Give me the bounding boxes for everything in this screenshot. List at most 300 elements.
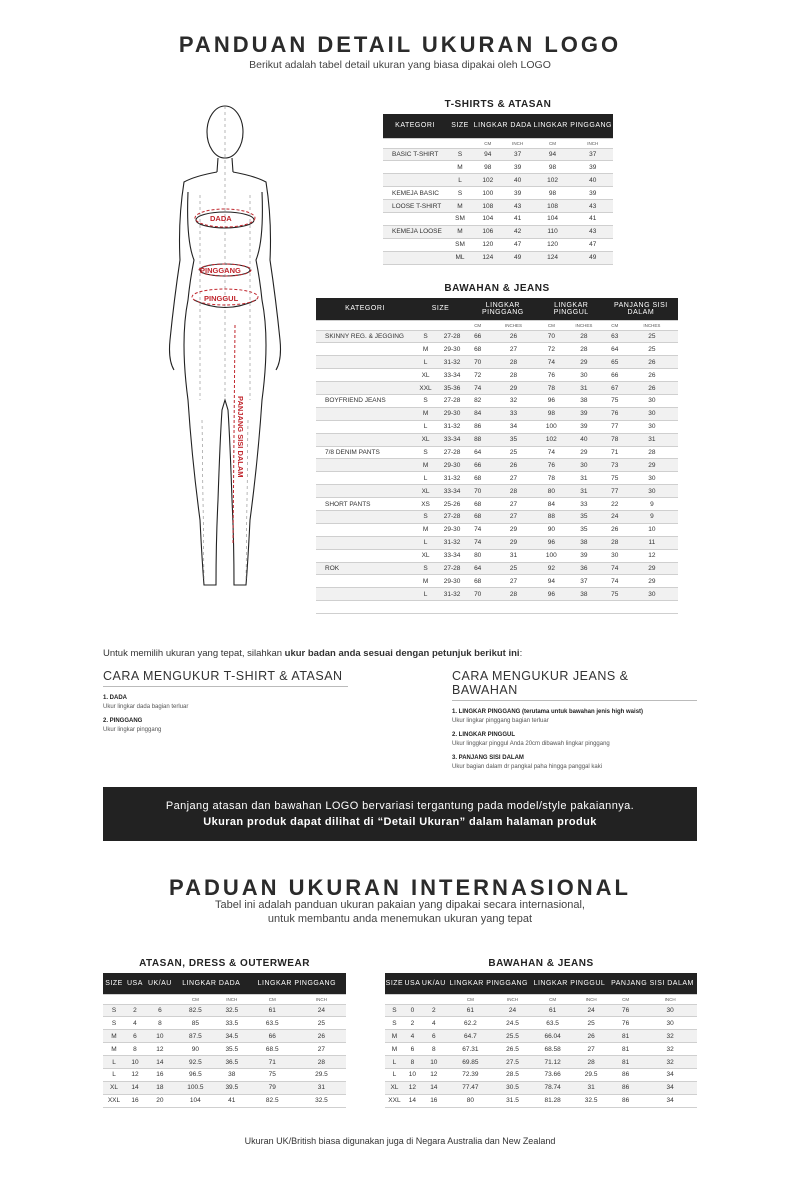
table-cell: 2: [404, 1017, 421, 1030]
table-cell: 6: [125, 1030, 145, 1043]
step-desc: Ukur lingkar pinggang: [103, 727, 162, 733]
table-cell: 39: [564, 407, 604, 420]
table-cell: 68: [467, 472, 488, 485]
table-cell: [414, 601, 437, 614]
table-cell: 29.5: [297, 1068, 346, 1081]
table-cell: 4: [404, 1030, 421, 1043]
table-cell: [316, 407, 414, 420]
table-cell: 39: [573, 161, 614, 174]
table-cell: 77: [604, 485, 626, 498]
step-title: 1. DADA: [103, 695, 128, 701]
table-cell: 80: [539, 485, 564, 498]
table-cell: 63.5: [248, 1017, 297, 1030]
table-cell: 30.5: [494, 1081, 531, 1094]
col-panjang-sisi-dalam: PANJANG SISI DALAM: [608, 973, 697, 994]
table-cell: 100: [473, 187, 503, 200]
table-cell: 24: [494, 1004, 531, 1017]
table-cell: 75: [248, 1068, 297, 1081]
units-row: [103, 994, 346, 1004]
table-cell: M: [103, 1043, 125, 1056]
unit-label: CM: [467, 320, 488, 330]
table-cell: 120: [533, 238, 573, 251]
table-cell: 100: [539, 549, 564, 562]
unit-label: INCH: [574, 994, 608, 1004]
table-cell: KEMEJA LOOSE: [383, 225, 447, 238]
table-cell: 64.7: [447, 1030, 494, 1043]
table-cell: 30: [643, 1004, 697, 1017]
table-cell: XL: [414, 549, 437, 562]
table-cell: XS: [414, 498, 437, 511]
table-cell: 10: [626, 523, 678, 536]
table-cell: S: [385, 1004, 404, 1017]
table-cell: 26: [626, 356, 678, 369]
table-cell: 10: [421, 1056, 447, 1069]
table-row: [316, 472, 678, 485]
table-cell: XL: [414, 369, 437, 382]
table-cell: 71.12: [531, 1056, 574, 1069]
table-cell: XXL: [414, 382, 437, 395]
page-title: PANDUAN DETAIL UKURAN LOGO: [178, 32, 622, 57]
label-pinggang: PINGGANG: [200, 266, 241, 275]
step-title: 2. PINGGANG: [103, 718, 143, 724]
label-dada: DADA: [210, 214, 232, 223]
table-cell: 36.5: [216, 1056, 248, 1069]
table-row: [316, 601, 678, 614]
table-cell: 35-36: [437, 382, 467, 395]
howto-bottoms-title: CARA MENGUKUR JEANS & BAWAHAN: [452, 669, 697, 701]
table-cell: 61: [248, 1004, 297, 1017]
howto-intro: [103, 648, 522, 659]
table-row: [103, 1068, 346, 1081]
table-cell: 74: [539, 356, 564, 369]
table-cell: 80: [467, 549, 488, 562]
table-cell: [316, 472, 414, 485]
table-cell: S: [414, 446, 437, 459]
table-cell: M: [103, 1030, 125, 1043]
table-row: [385, 1094, 697, 1107]
table-cell: 30: [626, 420, 678, 433]
table-row: [103, 1030, 346, 1043]
table-cell: 85: [175, 1017, 216, 1030]
footer-note: Ukuran UK/British biasa digunakan juga di Negara Australia dan New Zealand: [244, 1136, 556, 1146]
table-cell: 76: [604, 407, 626, 420]
table-cell: 29: [488, 536, 538, 549]
table-cell: 68: [467, 510, 488, 523]
table-row: [385, 1081, 697, 1094]
table-cell: M: [447, 200, 473, 213]
step-desc: Ukur linggkar pinggul Anda 20cm dibawah lingkar pinggang: [452, 741, 610, 747]
table-cell: 10: [145, 1030, 175, 1043]
table-cell: 37: [503, 148, 533, 161]
page-subtitle: Berikut adalah tabel detail ukuran yang biasa dipakai oleh LOGO: [249, 59, 551, 71]
table-cell: M: [414, 407, 437, 420]
table-cell: 8: [421, 1043, 447, 1056]
table-cell: L: [414, 472, 437, 485]
table-cell: 8: [145, 1017, 175, 1030]
unit-label: INCH: [643, 994, 697, 1004]
table-cell: 27: [488, 575, 538, 588]
table-cell: L: [385, 1056, 404, 1069]
table-cell: [316, 536, 414, 549]
table-cell: 33: [564, 498, 604, 511]
table-cell: 27.5: [494, 1056, 531, 1069]
table-cell: [316, 356, 414, 369]
table-cell: [316, 588, 414, 601]
table-cell: 33-34: [437, 549, 467, 562]
table-cell: 67: [604, 382, 626, 395]
table-row: [385, 1056, 697, 1069]
table-cell: 14: [404, 1094, 421, 1107]
unit-label: INCHES: [488, 320, 538, 330]
table-cell: 26.5: [494, 1043, 531, 1056]
unit-label: INCH: [573, 138, 614, 148]
col-lingkar-pinggang: LINGKAR PINGGANG: [467, 298, 539, 320]
table-cell: S: [414, 510, 437, 523]
table-row: [103, 1004, 346, 1017]
table-cell: 35.5: [216, 1043, 248, 1056]
table-cell: 7/8 DENIM PANTS: [316, 446, 414, 459]
table-row: [103, 1094, 346, 1107]
table-cell: 78: [604, 433, 626, 446]
table-cell: 12: [145, 1043, 175, 1056]
table-row: [383, 225, 613, 238]
table-cell: 25.5: [494, 1030, 531, 1043]
table-cell: 31-32: [437, 356, 467, 369]
table-cell: 76: [608, 1004, 643, 1017]
units-row: [316, 320, 678, 330]
table-cell: 38: [564, 588, 604, 601]
body-figure: [160, 100, 290, 600]
table-cell: XL: [103, 1081, 125, 1094]
table-cell: 102: [539, 433, 564, 446]
table-cell: 31: [574, 1081, 608, 1094]
units-spacer: [437, 320, 467, 330]
table-cell: 40: [573, 174, 614, 187]
table-cell: 26: [297, 1030, 346, 1043]
table-cell: 79: [248, 1081, 297, 1094]
unit-label: CM: [539, 320, 564, 330]
table-cell: 24: [574, 1004, 608, 1017]
units-spacer: [145, 994, 175, 1004]
table-cell: 10: [404, 1068, 421, 1081]
table-cell: 38: [564, 394, 604, 407]
table-cell: 29: [626, 575, 678, 588]
units-row: [383, 138, 613, 148]
table-cell: 49: [573, 251, 614, 264]
table-cell: 120: [473, 238, 503, 251]
table-cell: 24.5: [494, 1017, 531, 1030]
table-cell: [316, 510, 414, 523]
col-lingkar-dada: LINGKAR DADA: [473, 114, 533, 138]
table-cell: 27: [488, 472, 538, 485]
table-cell: 28: [564, 330, 604, 343]
banner-line-1: Panjang atasan dan bawahan LOGO bervariasi tergantung pada model/style pakaiannya.: [165, 800, 635, 812]
table-cell: 81.28: [531, 1094, 574, 1107]
table-cell: 27: [488, 510, 538, 523]
table-cell: 26: [626, 382, 678, 395]
table-cell: 25: [626, 343, 678, 356]
table-cell: XL: [414, 433, 437, 446]
table-cell: 20: [145, 1094, 175, 1107]
table-cell: 68: [467, 498, 488, 511]
table-cell: 77: [604, 420, 626, 433]
units-spacer: [385, 994, 404, 1004]
table-cell: 33-34: [437, 369, 467, 382]
table-cell: 66: [248, 1030, 297, 1043]
table-row: [383, 174, 613, 187]
table-row: [316, 523, 678, 536]
table-cell: 94: [533, 148, 573, 161]
table-row: [383, 148, 613, 161]
table-cell: 31.5: [494, 1094, 531, 1107]
table-cell: 80: [447, 1094, 494, 1107]
table-cell: 10: [125, 1056, 145, 1069]
table-cell: 102: [473, 174, 503, 187]
table-cell: 25: [488, 446, 538, 459]
table-row: [316, 588, 678, 601]
table-cell: 35: [564, 523, 604, 536]
table-cell: BOYFRIEND JEANS: [316, 394, 414, 407]
table-cell: SM: [447, 212, 473, 225]
table-cell: M: [414, 575, 437, 588]
table-cell: 28: [626, 446, 678, 459]
table-cell: 65: [604, 356, 626, 369]
table-cell: 90: [175, 1043, 216, 1056]
table-cell: 37: [564, 575, 604, 588]
table-cell: 84: [467, 407, 488, 420]
table-cell: 35: [564, 510, 604, 523]
table-cell: 30: [564, 369, 604, 382]
table-cell: 100.5: [175, 1081, 216, 1094]
step-desc: Ukur lingkar dada bagian terluar: [103, 704, 189, 710]
table-cell: 68: [467, 343, 488, 356]
info-banner: [103, 787, 697, 841]
units-spacer: [414, 320, 437, 330]
table-cell: XL: [414, 485, 437, 498]
unit-label: INCH: [297, 994, 346, 1004]
table-cell: 124: [533, 251, 573, 264]
table-cell: 86: [608, 1081, 643, 1094]
table-cell: 29: [564, 356, 604, 369]
table-cell: 82.5: [248, 1094, 297, 1107]
table-cell: 33: [488, 407, 538, 420]
table-cell: 81: [608, 1043, 643, 1056]
col-size: SIZE: [385, 973, 404, 994]
table-cell: 29-30: [437, 343, 467, 356]
table-cell: 31-32: [437, 588, 467, 601]
table-row: [103, 1081, 346, 1094]
table-cell: 62.2: [447, 1017, 494, 1030]
intl-tops-table: [103, 973, 346, 1108]
step-title: 1. LINGKAR PINGGANG (terutama untuk bawahan jenis high waist): [452, 709, 644, 715]
table-cell: 39: [503, 161, 533, 174]
table-cell: 124: [473, 251, 503, 264]
col-lingkar-pinggang: LINGKAR PINGGANG: [248, 973, 346, 994]
table-cell: [564, 601, 604, 614]
table-cell: 30: [626, 472, 678, 485]
table-cell: 27-28: [437, 510, 467, 523]
table-cell: 82.5: [175, 1004, 216, 1017]
step-title: 2. LINGKAR PINGGUL: [452, 732, 516, 738]
col-size: SIZE: [447, 114, 473, 138]
table-cell: 63.5: [531, 1017, 574, 1030]
table-cell: 41: [503, 212, 533, 225]
table-cell: 76: [539, 459, 564, 472]
table-cell: 49: [503, 251, 533, 264]
unit-label: CM: [248, 994, 297, 1004]
table-cell: 47: [573, 238, 614, 251]
table-cell: 31: [564, 382, 604, 395]
table-cell: 40: [503, 174, 533, 187]
table-cell: 14: [421, 1081, 447, 1094]
col-kategori: KATEGORI: [383, 114, 447, 138]
table-cell: 28: [604, 536, 626, 549]
table-cell: [383, 212, 447, 225]
table-cell: 102: [533, 174, 573, 187]
table-cell: 41: [216, 1094, 248, 1107]
international-subtitle: [0, 898, 800, 926]
table-cell: 38: [564, 536, 604, 549]
unit-label: CM: [531, 994, 574, 1004]
table-cell: 74: [539, 446, 564, 459]
table-cell: 29-30: [437, 459, 467, 472]
international-subtitle-line-2: untuk membantu anda menemukan ukuran yang tepat: [267, 913, 533, 925]
table-cell: 30: [564, 459, 604, 472]
intl-tops-title: ATASAN, DRESS & OUTERWEAR: [139, 958, 310, 969]
unit-label: CM: [473, 138, 503, 148]
table-cell: 4: [421, 1017, 447, 1030]
table-row: [103, 1017, 346, 1030]
international-subtitle-line-1: Tabel ini adalah panduan ukuran pakaian yang dipakai secara internasional,: [215, 899, 585, 911]
table-cell: 28: [488, 369, 538, 382]
table-cell: L: [103, 1068, 125, 1081]
unit-label: INCH: [494, 994, 531, 1004]
table-cell: 34: [643, 1081, 697, 1094]
table-cell: S: [414, 562, 437, 575]
table-cell: 31: [626, 433, 678, 446]
table-cell: S: [103, 1004, 125, 1017]
table-cell: 39.5: [216, 1081, 248, 1094]
table-cell: 26: [604, 523, 626, 536]
table-cell: XXL: [385, 1094, 404, 1107]
table-row: [316, 420, 678, 433]
units-row: [385, 994, 697, 1004]
table-cell: 70: [467, 485, 488, 498]
table-cell: 72.39: [447, 1068, 494, 1081]
intl-bottoms-title: BAWAHAN & JEANS: [488, 958, 594, 969]
col-usa: USA: [125, 973, 145, 994]
table-cell: [383, 161, 447, 174]
table-row: [385, 1068, 697, 1081]
table-cell: 31-32: [437, 536, 467, 549]
unit-label: CM: [608, 994, 643, 1004]
table-cell: 78: [539, 382, 564, 395]
table-cell: 106: [473, 225, 503, 238]
table-row: [316, 498, 678, 511]
table-cell: [383, 174, 447, 187]
col-lingkar-dada: LINGKAR DADA: [175, 973, 248, 994]
table-cell: 27-28: [437, 330, 467, 343]
tshirt-table-title: T-SHIRTS & ATASAN: [444, 99, 552, 110]
table-cell: ML: [447, 251, 473, 264]
table-cell: 82: [467, 394, 488, 407]
table-cell: 94: [473, 148, 503, 161]
howto-tops-title: CARA MENGUKUR T-SHIRT & ATASAN: [103, 669, 348, 687]
table-cell: M: [414, 459, 437, 472]
table-cell: L: [414, 356, 437, 369]
table-cell: [488, 601, 538, 614]
table-cell: 31-32: [437, 420, 467, 433]
table-cell: [316, 382, 414, 395]
table-cell: S: [447, 148, 473, 161]
table-cell: [383, 251, 447, 264]
table-cell: 68.5: [248, 1043, 297, 1056]
table-cell: [316, 549, 414, 562]
pants-size-table: [316, 298, 678, 614]
table-cell: 110: [533, 225, 573, 238]
table-cell: M: [414, 343, 437, 356]
table-cell: 104: [533, 212, 573, 225]
table-cell: 22: [604, 498, 626, 511]
table-cell: 98: [539, 407, 564, 420]
units-spacer: [125, 994, 145, 1004]
units-spacer: [103, 994, 125, 1004]
table-cell: 92: [539, 562, 564, 575]
table-cell: 81: [608, 1056, 643, 1069]
table-cell: 70: [539, 330, 564, 343]
table-cell: 26: [574, 1030, 608, 1043]
table-cell: 6: [421, 1030, 447, 1043]
table-cell: XL: [385, 1081, 404, 1094]
table-cell: 75: [604, 472, 626, 485]
table-cell: 18: [145, 1081, 175, 1094]
table-cell: [316, 575, 414, 588]
units-spacer: [447, 138, 473, 148]
table-row: [316, 343, 678, 356]
table-cell: 74: [467, 523, 488, 536]
table-cell: 90: [539, 523, 564, 536]
table-cell: 78.74: [531, 1081, 574, 1094]
table-cell: 29.5: [574, 1068, 608, 1081]
table-row: [316, 356, 678, 369]
table-cell: M: [385, 1043, 404, 1056]
tshirt-size-table: [383, 114, 613, 265]
table-cell: 12: [626, 549, 678, 562]
table-cell: 74: [467, 536, 488, 549]
table-cell: SKINNY REG. & JEGGING: [316, 330, 414, 343]
table-row: [385, 1004, 697, 1017]
table-cell: 28: [574, 1056, 608, 1069]
table-cell: [316, 433, 414, 446]
table-row: [316, 369, 678, 382]
table-cell: L: [414, 536, 437, 549]
col-lingkar-pinggang: LINGKAR PINGGANG: [447, 973, 531, 994]
table-cell: 37: [573, 148, 614, 161]
table-cell: 36: [564, 562, 604, 575]
table-cell: 104: [175, 1094, 216, 1107]
units-spacer: [316, 320, 414, 330]
units-spacer: [404, 994, 421, 1004]
table-cell: 67.31: [447, 1043, 494, 1056]
col-size: SIZE: [103, 973, 125, 994]
table-cell: 25: [297, 1017, 346, 1030]
table-row: [103, 1043, 346, 1056]
table-cell: 42: [503, 225, 533, 238]
table-cell: 29-30: [437, 575, 467, 588]
table-cell: 25: [488, 562, 538, 575]
table-cell: 34: [488, 420, 538, 433]
table-row: [316, 433, 678, 446]
